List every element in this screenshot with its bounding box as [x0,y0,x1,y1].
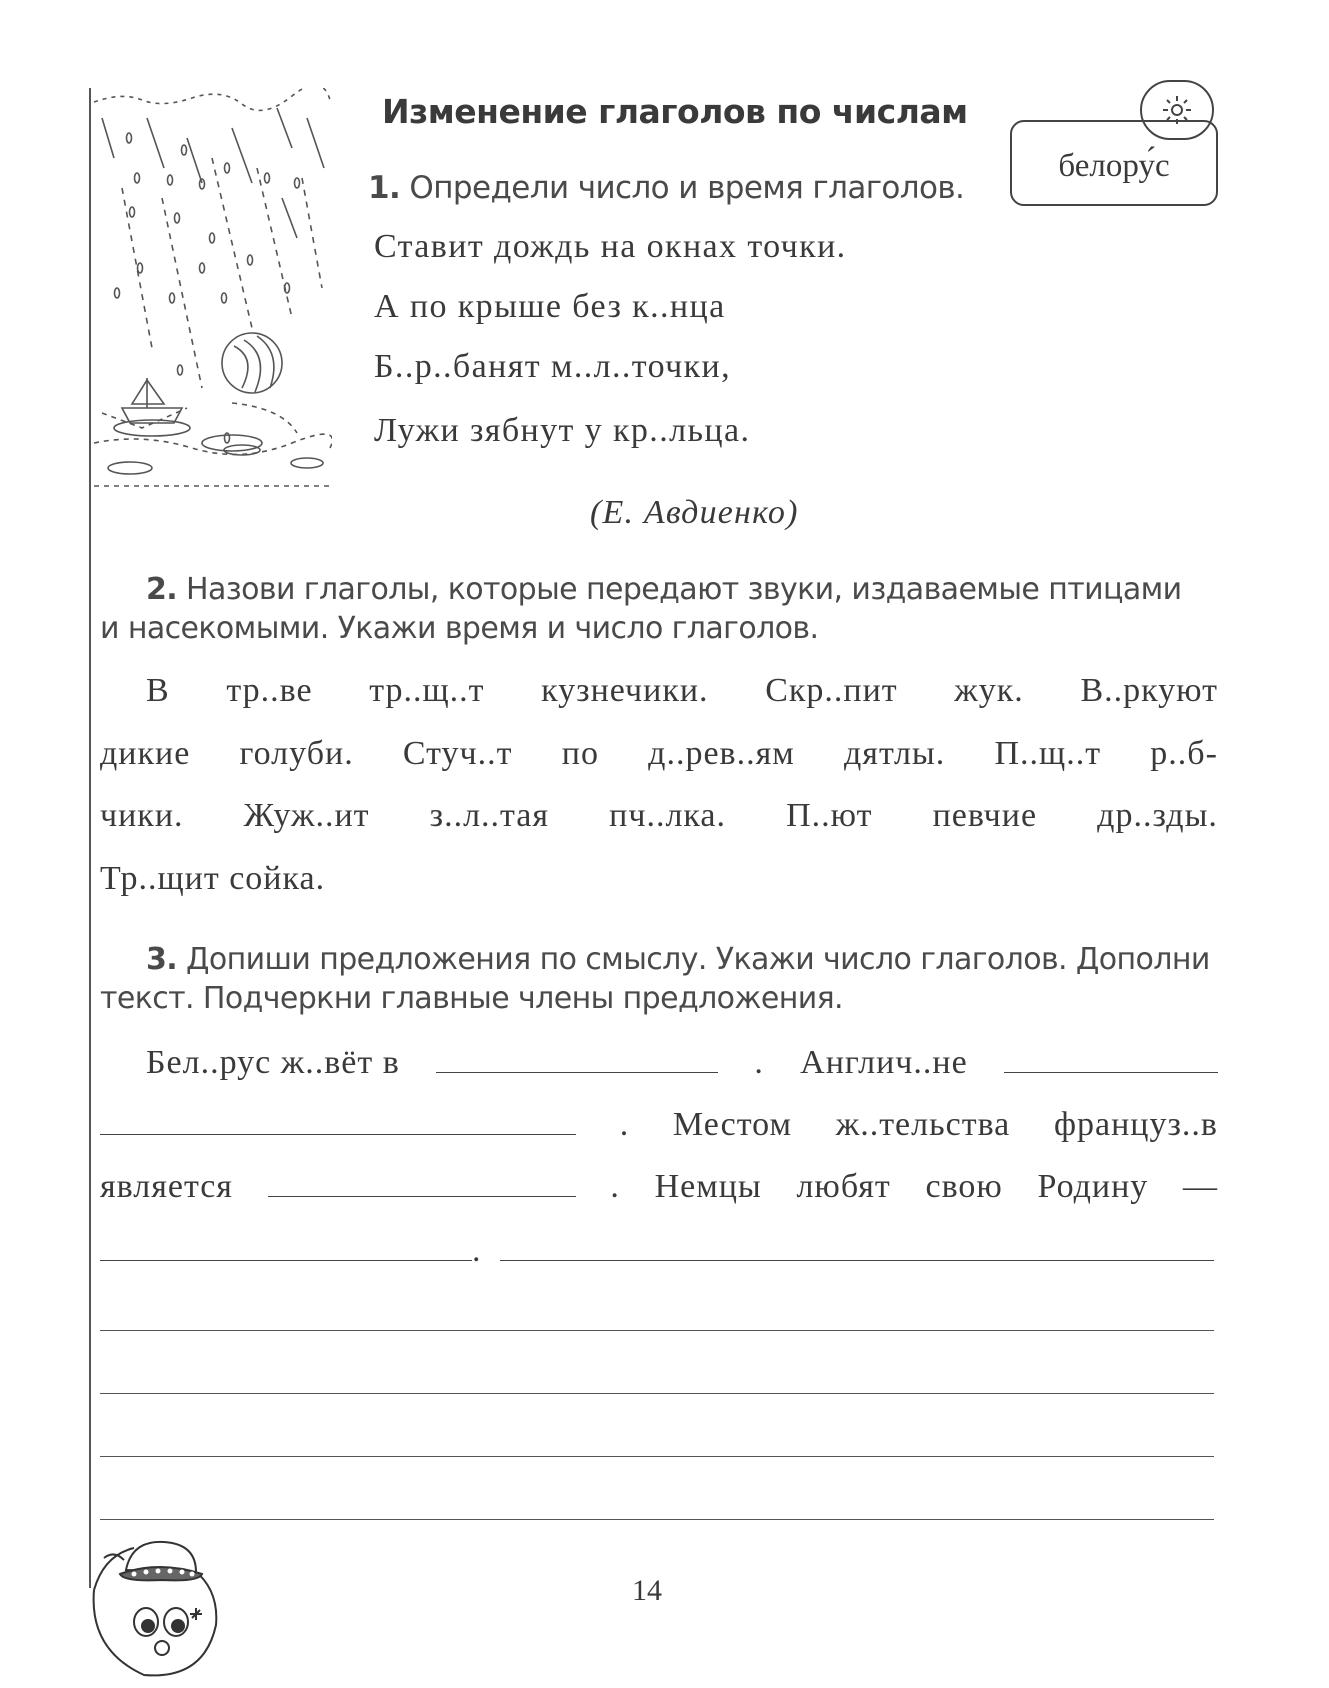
word: пч..лка. [609,797,727,834]
fill-blank[interactable] [436,1071,718,1073]
exercise-2-text-line [146,672,1218,710]
word: Тр..щит сойка. [100,860,326,897]
poem-line: Ставит дождь на окнах точки. [374,228,847,265]
word: — [1183,1168,1218,1205]
exercise-2-text-line [100,735,1218,773]
fill-blank[interactable] [500,1259,1214,1261]
fill-blank[interactable] [100,1133,576,1135]
word: д..рев..ям [648,735,795,772]
word: тр..ве [226,672,313,709]
word: кузнечики. [541,672,709,709]
word: Немцы [654,1168,762,1205]
word: П..щ..т [994,735,1102,772]
word: В [146,672,170,709]
poem-author: (Е. Авдиенко) [590,494,799,531]
rain-illustration [92,88,332,528]
word: является [100,1168,233,1205]
word: др..зды. [1097,797,1218,834]
word: П..ют [786,797,873,834]
exercise-2-text-line1: Назови глаголы, которые передают звуки, издаваемые птицами [186,572,1182,607]
sentence-end-dot: . [754,1044,764,1081]
exercise-3-line-1 [146,1044,1218,1082]
word: дикие [100,735,191,772]
exercise-3-text-line2: текст. Подчеркни главные члены предложения. [100,981,843,1016]
word: Скр..пит [765,672,898,709]
word: жук. [954,672,1024,709]
word: Местом [672,1106,792,1143]
sentence-start: Англич..не [800,1044,968,1081]
word: певчие [932,797,1038,834]
word: по [561,735,599,772]
sentence-end-dot: . [610,1168,620,1205]
exercise-2-text-line [100,860,1218,898]
word: свою [925,1168,1003,1205]
exercise-1-text: Определи число и время глаголов. [409,170,965,206]
exercise-3-text-line1: Допиши предложения по смыслу. Укажи число глаголов. Дополни [186,942,1210,977]
exercise-2-text-line2: и насекомыми. Укажи время и число глаголов. [100,611,819,646]
word: голуби. [239,735,354,772]
word: р..б- [1150,735,1218,772]
word: Жуж..ит [243,797,370,834]
poem-line: А по крыше без к..нца [374,288,726,325]
vocab-word-box [1010,120,1218,206]
page-number: 14 [632,1574,662,1607]
word: ж..тельства [835,1106,1011,1143]
word: тр..щ..т [369,672,485,709]
poem-line: Лужи зябнут у кр..льца. [374,412,751,449]
writing-line[interactable] [100,1330,1214,1331]
fill-blank[interactable] [100,1259,472,1261]
page-title: Изменение глаголов по числам [382,92,968,131]
word: Стуч..т [402,735,513,772]
sentence-start: Бел..рус ж..вёт в [146,1044,400,1081]
word: дятлы. [844,735,946,772]
exercise-3-instruction [100,940,1218,1018]
word: француз..в [1053,1106,1218,1143]
exercise-2-number: 2. [146,572,178,607]
word: Родину [1037,1168,1149,1205]
exercise-3-number: 3. [146,942,178,977]
sentence-end-dot: . [619,1106,630,1143]
fill-blank[interactable] [268,1195,576,1197]
poem-line: Б..р..банят м..л..точки, [374,348,732,385]
writing-line[interactable] [100,1519,1214,1520]
exercise-3-line-4 [100,1232,1218,1270]
margin-line [89,88,91,1588]
exercise-2-instruction [100,570,1218,648]
writing-line[interactable] [100,1393,1214,1394]
exercise-1-number: 1. [368,170,401,206]
word: любят [796,1168,891,1205]
word: В..ркуют [1080,672,1218,709]
vocab-word: белору́с [1058,148,1170,184]
word: чики. [100,797,184,834]
sentence-end-dot: . [472,1232,482,1269]
writing-line[interactable] [100,1456,1214,1457]
fill-blank[interactable] [1004,1071,1218,1073]
exercise-3-line-3 [100,1168,1218,1206]
exercise-3-line-2 [100,1106,1218,1144]
word: з..л..тая [429,797,550,834]
mascot-icon [84,1530,224,1680]
exercise-1-instruction [368,170,964,206]
exercise-2-text-line [100,797,1218,835]
